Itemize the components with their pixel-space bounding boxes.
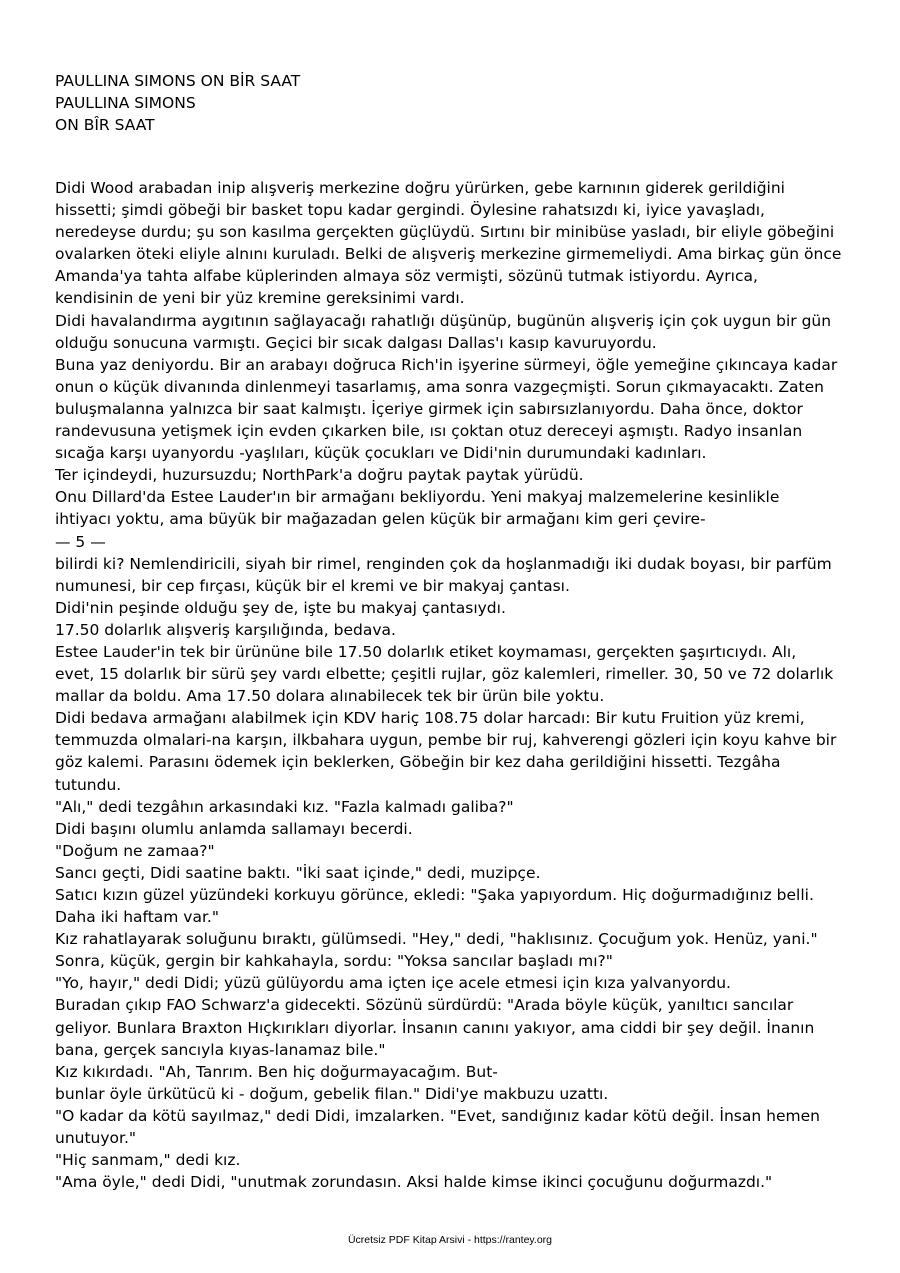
text-line: hissetti; şimdi göbeği bir basket topu kadar gergindi. Öylesine rahatsızdı ki, iyice yavaşladı, bbox=[55, 201, 765, 220]
text-line: geliyor. Bunlara Braxton Hıçkırıkları diyorlar. İnsanın canını yakıyor, ama ciddi bir şey değil. İnanın bbox=[55, 1018, 815, 1037]
text-line: Sonra, küçük, gergin bir kahkahayla, sordu: "Yoksa sancılar başladı mı?" bbox=[55, 952, 613, 971]
text-line: 17.50 dolarlık alışveriş karşılığında, bedava. bbox=[55, 620, 396, 639]
text-line: numunesi, bir cep fırçası, küçük bir el kremi ve bir makyaj çantası. bbox=[55, 576, 570, 595]
text-line: Buradan çıkıp FAO Schwarz'a gidecekti. Sözünü sürdürdü: "Arada böyle küçük, yanıltıcı sancılar bbox=[55, 996, 794, 1015]
text-line: Didi başını olumlu anlamda sallamayı becerdi. bbox=[55, 819, 413, 838]
text-line: mallar da boldu. Ama 17.50 dolara alınabilecek tek bir ürün bile yoktu. bbox=[55, 687, 605, 706]
text-line: Didi'nin peşinde olduğu şey de, işte bu makyaj çantasıydı. bbox=[55, 598, 506, 617]
text-line: Didi bedava armağanı alabilmek için KDV hariç 108.75 dolar harcadı: Bir kutu Fruition yüz kremi, bbox=[55, 709, 805, 728]
text-line: olduğu sonucuna varmıştı. Geçici bir sıcak dalgası Dallas'ı kasıp kavuruyordu. bbox=[55, 333, 657, 352]
text-line: ovalarken öteki eliyle alnını kuruladı. Belki de alışveriş merkezine girmemeliydi. Ama birkaç gün önce bbox=[55, 245, 842, 264]
text-line: Didi havalandırma aygıtının sağlayacağı rahatlığı düşünüp, bugünün alışveriş için çok uygun bir gün bbox=[55, 311, 832, 330]
text-line: buluşmalanna yalnızca bir saat kalmıştı. İçeriye girmek için sabırsızlanıyordu. Daha önce, doktor bbox=[55, 399, 803, 418]
text-line: "Alı," dedi tezgâhın arkasındaki kız. "Fazla kalmadı galiba?" bbox=[55, 797, 514, 816]
text-line: Ter içindeydi, huzursuzdu; NorthPark'a doğru paytak paytak yürüdü. bbox=[55, 466, 584, 485]
header-author-line: PAULLINA SIMONS bbox=[55, 94, 196, 112]
text-line: neredeyse durdu; şu son kasılma gerçekten güçlüydü. Sırtını bir minibüse yasladı, bir eliyle göbeğini bbox=[55, 223, 835, 242]
text-line: "Yo, hayır," dedi Didi; yüzü gülüyordu ama içten içe acele etmesi için kıza yalvanyordu. bbox=[55, 974, 731, 993]
text-line: kendisinin de yeni bir yüz kremine gereksinimi vardı. bbox=[55, 289, 465, 308]
text-line: Kız rahatlayarak soluğunu bıraktı, gülümsedi. "Hey," dedi, "haklısınız. Çocuğum yok. Henüz, yani." bbox=[55, 930, 818, 949]
header-book-title-line: ON BÎR SAAT bbox=[55, 116, 155, 134]
text-line: "O kadar da kötü sayılmaz," dedi Didi, imzalarken. "Evet, sandığınız kadar kötü değil. İnsan hemen bbox=[55, 1106, 820, 1125]
text-line: Kız kıkırdadı. "Ah, Tanrım. Ben hiç doğurmayacağım. But- bbox=[55, 1062, 498, 1081]
text-line: tutundu. bbox=[55, 775, 122, 794]
text-line: temmuzda olmalari-na karşın, ilkbahara uygun, pembe bir ruj, kahverengi gözleri için koyu kahve bir bbox=[55, 731, 837, 750]
text-line: Satıcı kızın güzel yüzündeki korkuyu görünce, ekledi: "Şaka yapıyordum. Hiç doğurmadığınız belli. bbox=[55, 886, 814, 904]
text-line: unutuyor." bbox=[55, 1129, 137, 1148]
text-line: Didi Wood arabadan inip alışveriş merkezine doğru yürürken, gebe karnının giderek gerildiğini bbox=[55, 179, 785, 197]
text-line: bilirdi ki? Nemlendiricili, siyah bir rimel, renginden çok da hoşlanmadığı iki dudak boyası, bir parfüm bbox=[55, 554, 832, 573]
text-line: "Doğum ne zamaa?" bbox=[55, 841, 215, 860]
text-line: Estee Lauder'in tek bir ürününe bile 17.50 dolarlık etiket koymaması, gerçekten şaşırtıcıydı. Alı, bbox=[55, 642, 797, 661]
text-line: sıcağa karşı uyanyordu -yaşlıları, küçük çocukları ve Didi'nin durumundaki kadınları. bbox=[55, 444, 707, 463]
header-title-line: PAULLINA SIMONS ON BİR SAAT bbox=[55, 72, 301, 90]
text-line: ihtiyacı yoktu, ama büyük bir mağazadan gelen küçük bir armağanı kim geri çevire- bbox=[55, 510, 706, 529]
text-line: bana, gerçek sancıyla kıyas-lanamaz bile." bbox=[55, 1040, 386, 1059]
text-line: Daha iki haftam var." bbox=[55, 908, 219, 927]
text-line: onun o küçük divanında dinlenmeyi tasarlamış, ama sonra vazgeçmişti. Sorun çıkmayacaktı. Zaten bbox=[55, 377, 824, 396]
body-text bbox=[55, 177, 865, 1193]
footer-source-note: Ücretsiz PDF Kitap Arsivi - https://rantey.org bbox=[347, 1234, 553, 1246]
text-line: randevusuna yetişmek için evden çıkarken bile, ısı çoktan otuz dereceyi aşmıştı. Radyo insanlan bbox=[55, 422, 803, 441]
text-line: göz kalemi. Parasını ödemek için beklerken, Göbeğin bir kez daha gerildiğini hissetti. Tezgâha bbox=[55, 753, 781, 772]
document-header bbox=[55, 70, 300, 136]
text-line: — 5 — bbox=[55, 532, 106, 551]
text-line: evet, 15 dolarlık bir sürü şey vardı elbette; çeşitli rujlar, göz kalemleri, rimeller. 30, 50 ve 72 dolarlık bbox=[55, 665, 834, 684]
text-line: "Hiç sanmam," dedi kız. bbox=[55, 1151, 241, 1170]
text-line: "Ama öyle," dedi Didi, "unutmak zorundasın. Aksi halde kimse ikinci çocuğunu doğurmazdı." bbox=[55, 1173, 773, 1192]
text-line: Onu Dillard'da Estee Lauder'ın bir armağanı bekliyordu. Yeni makyaj malzemelerine kesinlikle bbox=[55, 488, 780, 507]
text-line: Buna yaz deniyordu. Bir an arabayı doğruca Rich'in işyerine sürmeyi, öğle yemeğine çıkıncaya kadar bbox=[55, 355, 838, 374]
text-line: Amanda'ya tahta alfabe küplerinden almaya söz vermişti, sözünü tutmak istiyordu. Ayrıca, bbox=[55, 267, 758, 286]
text-line: Sancı geçti, Didi saatine baktı. "İki saat içinde," dedi, muzipçe. bbox=[55, 863, 541, 882]
text-line: bunlar öyle ürkütücü ki - doğum, gebelik filan." Didi'ye makbuzu uzattı. bbox=[55, 1084, 609, 1103]
